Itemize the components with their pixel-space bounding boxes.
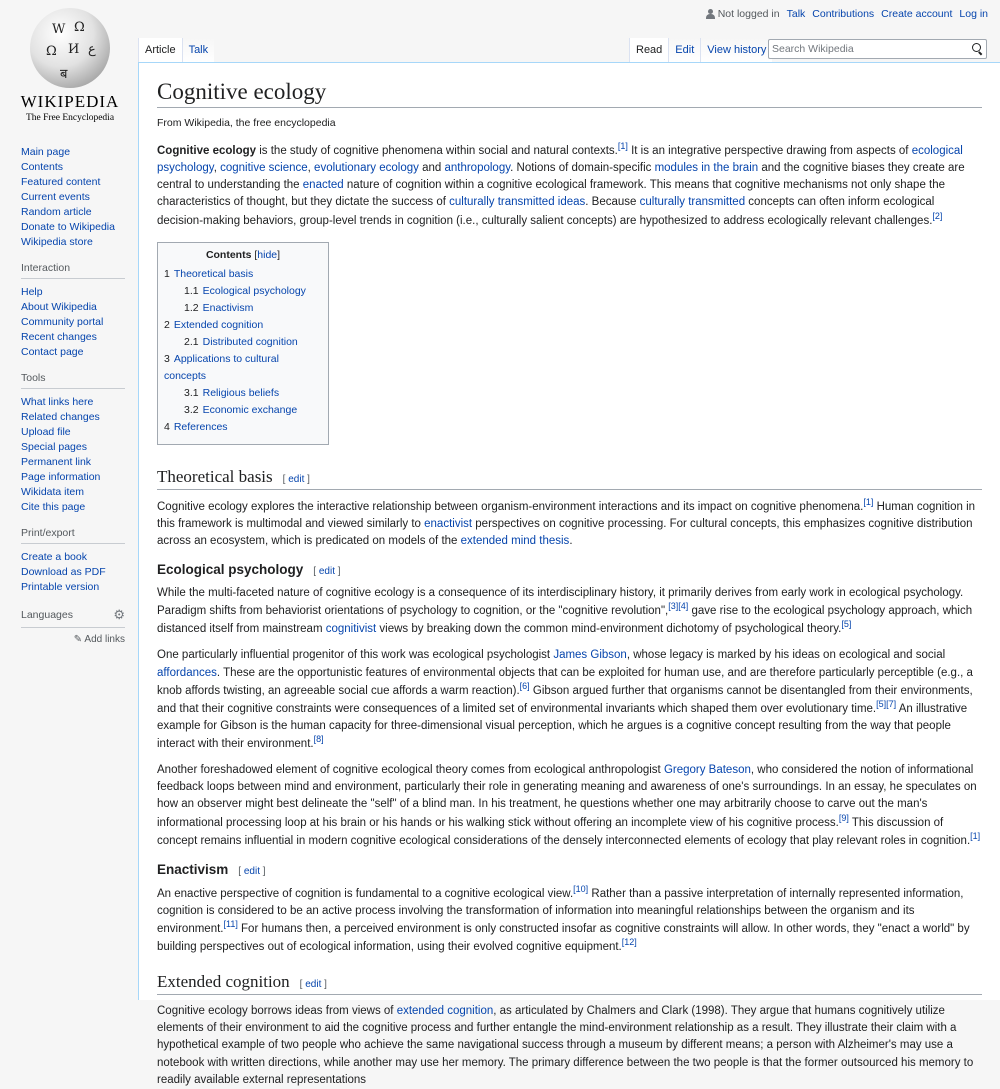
languages-heading: Languages [21, 609, 73, 621]
enactivism-paragraph: An enactive perspective of cognition is fundamental to a cognitive ecological view.[10] Rather than a passive interpretation of internally represented information, cognition is considered to be an active process involving the transformation of information into meaningful relationships between the organism and its environment.[11] For humans then, a perceived environment is only constructed insofar as cognitive constraints will allow. In other words, they "enact a world" by building perspectives out of ecological information, using their evolved cognitive equipment.[12] [157, 883, 970, 953]
toc-title-row [164, 249, 322, 261]
ref-link[interactable]: [5] [841, 619, 852, 630]
languages-portal [21, 607, 125, 645]
table-of-contents [157, 242, 329, 445]
tab-article[interactable]: Article [138, 38, 182, 62]
search-placeholder: Search Wikipedia [772, 43, 854, 55]
edit-link[interactable]: edit [305, 979, 322, 991]
content-area [138, 62, 1000, 1086]
enacted-link[interactable]: enacted [302, 179, 344, 192]
wikidata-item-link[interactable]: Wikidata item [21, 486, 85, 498]
toc-link-enactivism[interactable]: Enactivism [202, 301, 254, 314]
toc-link-economic-exchange[interactable]: Economic exchange [202, 403, 298, 416]
upload-file-link[interactable]: Upload file [21, 426, 71, 438]
ecopsych-paragraph-3: Another foreshadowed element of cognitive ecological theory comes from ecological anthropologist Gregory Bateson, who considered the notion of informational feedback loops between mind and environment, particularly their role in generating meaning and awareness of one's surroundings. In an essay, he speculates on how an observer might best delineate the "self" of a blind man. In his treatment, he questions whether one may arbitrarily choose to carve out the man's informational processing loop at his brain or his hands or his walking stick without offering an incomplete view of his cognitive process.[9] This discussion of concept remains influential in modern cognitive ecological considerations of the densely interconnected elements of ecology that play relevant roles in cognition.[1] [157, 764, 981, 847]
tab-edit[interactable]: Edit [668, 38, 700, 62]
pencil-icon: ✎ [73, 634, 83, 645]
view-tabs [629, 38, 772, 62]
ecopsych-paragraph-1: While the multi-faceted nature of cognitive ecology is a consequence of its interdisciplinary history, it primarily derives from early work in ecological psychology. Paradigm shifts from behaviorist orientations of psychology to cognition, or the "cognitive revolution",[3][4] gave rise to the ecological psychology approach, which distanced itself from mainstream cognitivist views by breaking down the common mind-environment dichotomy of psychological theory.[5] [157, 587, 973, 636]
toc-link-extended-cognition[interactable]: Extended cognition [173, 318, 264, 331]
toc-item[interactable]: 2.1 Distributed cognition [184, 335, 298, 348]
toc-item[interactable]: 1.2 Enactivism [184, 301, 254, 314]
wikipedia-logo[interactable] [18, 8, 122, 123]
cite-this-page-link[interactable]: Cite this page [21, 501, 86, 513]
toc-link-references[interactable]: References [173, 420, 228, 433]
extended-cognition-link[interactable]: extended cognition [396, 1005, 494, 1018]
ref-link[interactable]: [1] [863, 496, 874, 507]
community-portal-link[interactable]: Community portal [21, 316, 104, 328]
modules-in-the-brain-link[interactable]: modules in the brain [654, 162, 759, 175]
namespace-tabs [138, 38, 214, 62]
page-title: Cognitive ecology [157, 79, 982, 108]
theoretical-paragraph: Cognitive ecology explores the interactive relationship between organism-environment interactions and its impact on cognitive phenomena.[1] Human cognition in this framework is multimodal and viewed similarly to enactivist perspectives on cognitive processing. For cultural concepts, this emphasizes cognitive distribution across an ecosystem, which is predicated on models of the extended mind thesis. [157, 496, 976, 547]
ref-link[interactable]: [1] [970, 830, 981, 841]
ecological-psychology-link[interactable]: ecological psychology [157, 144, 963, 175]
navigation-portal [21, 145, 125, 250]
logo-wordmark: WIKIPEDIA [20, 92, 120, 111]
intro-bold-term: Cognitive ecology [157, 144, 257, 157]
tools-portal [21, 372, 125, 515]
toc-link-ecological-psychology[interactable]: Ecological psychology [202, 284, 306, 297]
enactivist-link[interactable]: enactivist [424, 517, 473, 530]
tab-view-history[interactable]: View history [700, 38, 772, 62]
logo-tagline: The Free Encyclopedia [25, 113, 115, 123]
toc-hide-toggle[interactable]: [hide] [254, 248, 281, 261]
edit-link[interactable]: edit [243, 865, 260, 877]
talk-link[interactable]: Talk [786, 8, 806, 20]
nav-donate[interactable]: Donate to Wikipedia [21, 221, 115, 233]
help-link[interactable]: Help [21, 286, 43, 298]
contact-page-link[interactable]: Contact page [21, 346, 84, 358]
user-icon [706, 9, 715, 19]
gear-icon[interactable]: ⚙ [113, 607, 125, 622]
add-links-row[interactable] [21, 634, 125, 645]
personal-tools [706, 8, 988, 20]
cognitive-science-link[interactable]: cognitive science [220, 162, 308, 175]
section-heading-ecological-psychology: Ecological psychology [ edit ] [157, 562, 341, 578]
print-portal [21, 527, 125, 595]
ref-link[interactable]: [12] [621, 937, 637, 948]
toc-link-distributed-cognition[interactable]: Distributed cognition [202, 335, 298, 348]
nav-random-article[interactable]: Random article [21, 206, 92, 218]
anthropology-link[interactable]: anthropology [444, 162, 511, 175]
extended-paragraph: Cognitive ecology borrows ideas from views of extended cognition, as articulated by Chalmers and Clark (1998). They argue that humans cognitively utilize elements of their environment to aid the cognitive process and further entangle the mind-environment relationship as a result. They illustrate their claim with a hypothetical example of two people who achieve the same navigational success through a museum by different means; a person with Alzheimer's may use a notebook with written directions, while another may use her memory. The primary difference between the two people is that the former outsourced his memory to readily available external representations [157, 1005, 974, 1086]
nav-main-page[interactable]: Main page [21, 146, 71, 158]
print-heading: Print/export [21, 527, 125, 544]
toc-item[interactable]: 1 Theoretical basis [164, 267, 254, 280]
create-book-link[interactable]: Create a book [21, 551, 87, 563]
permanent-link[interactable]: Permanent link [21, 456, 92, 468]
toc-item[interactable]: 4 References [164, 420, 228, 433]
tab-talk[interactable]: Talk [182, 38, 215, 62]
ref-link[interactable]: [4] [678, 601, 689, 612]
cognitivist-link[interactable]: cognitivist [325, 623, 377, 636]
ref-link[interactable]: [6] [519, 680, 530, 691]
ecopsych-paragraph-2: One particularly influential progenitor of this work was ecological psychologist James Gibson, whose legacy is marked by his ideas on ecological and social affordances. These are the opportunistic features of environmental objects that can be exploited for human use, and are therefore particularly perceptible (e.g., a knob affords twisting, an agreeable social cue affords a warm reaction).[6] Gibson argued further that organisms cannot be disentangled from their environments, and that their cognitive constraints were consequences of a limited set of environmental invariants which shaped them over evolutionary time.[5][7] An illustrative example for Gibson is the human capacity for three-dimensional visual perception, which he argues is a cognitive concept resulting from the way that people interact with their environment.[8] [157, 649, 973, 750]
toc-item[interactable]: 3.2 Economic exchange [184, 403, 298, 416]
ref-link[interactable]: [7] [886, 698, 897, 709]
related-changes-link[interactable]: Related changes [21, 411, 100, 423]
tools-heading: Tools [21, 372, 125, 389]
what-links-here-link[interactable]: What links here [21, 396, 94, 408]
james-gibson-link[interactable]: James Gibson [553, 649, 627, 662]
ref-link[interactable]: [11] [223, 918, 238, 929]
section-heading-extended-cognition: Extended cognition [ edit ] [157, 972, 982, 995]
evolutionary-ecology-link[interactable]: evolutionary ecology [314, 162, 419, 175]
login-link[interactable]: Log in [959, 8, 988, 20]
toc-item[interactable]: 2 Extended cognition [164, 318, 264, 331]
toc-hide-link[interactable]: hide [257, 248, 278, 261]
toc-item[interactable]: 3.1 Religious beliefs [184, 386, 280, 399]
search-icon[interactable] [968, 40, 986, 58]
toc-item[interactable]: 1.1 Ecological psychology [184, 284, 306, 297]
toc-link-theoretical-basis[interactable]: Theoretical basis [173, 267, 254, 280]
edit-section: [ edit ] [282, 473, 310, 485]
special-pages-link[interactable]: Special pages [21, 441, 87, 453]
section-heading-theoretical-basis: Theoretical basis [ edit ] [157, 467, 982, 490]
ref-link[interactable]: [3] [668, 601, 679, 612]
toc-item[interactable]: 3 Applications to cultural concepts [164, 352, 279, 382]
ref-link[interactable]: [9] [838, 812, 849, 823]
about-link[interactable]: About Wikipedia [21, 301, 97, 313]
ref-link[interactable]: [8] [313, 734, 324, 745]
ref-link[interactable]: [2] [932, 210, 943, 221]
toc-title: Contents [205, 248, 252, 261]
ref-link[interactable]: [10] [573, 883, 589, 894]
culturally-transmitted-link[interactable]: culturally transmitted [639, 196, 746, 209]
nav-featured-content[interactable]: Featured content [21, 176, 101, 188]
user-status [706, 8, 780, 20]
extended-mind-thesis-link[interactable]: extended mind thesis [460, 534, 570, 547]
not-logged-in-label: Not logged in [717, 8, 780, 20]
globe-icon: W Ω Ω И ع ब [30, 8, 110, 88]
nav-current-events[interactable]: Current events [21, 191, 90, 203]
interaction-portal [21, 262, 125, 360]
recent-changes-link[interactable]: Recent changes [21, 331, 97, 343]
edit-section: [ edit ] [313, 566, 341, 578]
site-subtitle: From Wikipedia, the free encyclopedia [157, 117, 336, 129]
add-links-label: Add links [84, 634, 125, 645]
toc-link-applications[interactable]: Applications to cultural concepts [164, 352, 279, 382]
printable-version-link[interactable]: Printable version [21, 581, 100, 593]
search-input[interactable] [768, 39, 987, 59]
page-information-link[interactable]: Page information [21, 471, 101, 483]
affordances-link[interactable]: affordances [157, 666, 217, 679]
edit-section: [ edit ] [299, 979, 327, 991]
edit-link[interactable]: edit [288, 473, 305, 485]
sidebar [21, 145, 125, 657]
ref-link[interactable]: [1] [617, 141, 628, 151]
gregory-bateson-link[interactable]: Gregory Bateson [663, 764, 751, 777]
toc-link-religious-beliefs[interactable]: Religious beliefs [202, 386, 280, 399]
contributions-link[interactable]: Contributions [812, 8, 875, 20]
ref-link[interactable]: [5] [876, 698, 887, 709]
edit-section: [ edit ] [238, 865, 266, 877]
tab-read[interactable]: Read [629, 38, 668, 62]
create-account-link[interactable]: Create account [881, 8, 953, 20]
culturally-transmitted-ideas-link[interactable]: culturally transmitted ideas [449, 196, 586, 209]
edit-link[interactable]: edit [318, 566, 335, 578]
download-pdf-link[interactable]: Download as PDF [21, 566, 106, 578]
interaction-heading: Interaction [21, 262, 125, 279]
section-heading-enactivism: Enactivism [ edit ] [157, 861, 266, 877]
intro-paragraph: Cognitive ecology is the study of cognitive phenomena within social and natural contexts.[1] It is an integrative perspective drawing from aspects of ecological psychology, cognitive science, evolutionary ecology and anthropology. Notions of domain-specific modules in the brain and the cognitive biases they create are central to understanding the enacted nature of cognition within a cognitive ecological framework. This means that cognitive mechanisms not only shape the characteristics of thought, but they dictate the success of culturally transmitted ideas. Because culturally transmitted concepts can often inform ecological decision-making behaviors, group-level trends in cognition (i.e., culturally salient concepts) are hypothesized to address ecologically relevant challenges.[2] [157, 141, 965, 227]
languages-heading-row [21, 607, 125, 628]
nav-contents[interactable]: Contents [21, 161, 64, 173]
nav-store[interactable]: Wikipedia store [21, 236, 93, 248]
